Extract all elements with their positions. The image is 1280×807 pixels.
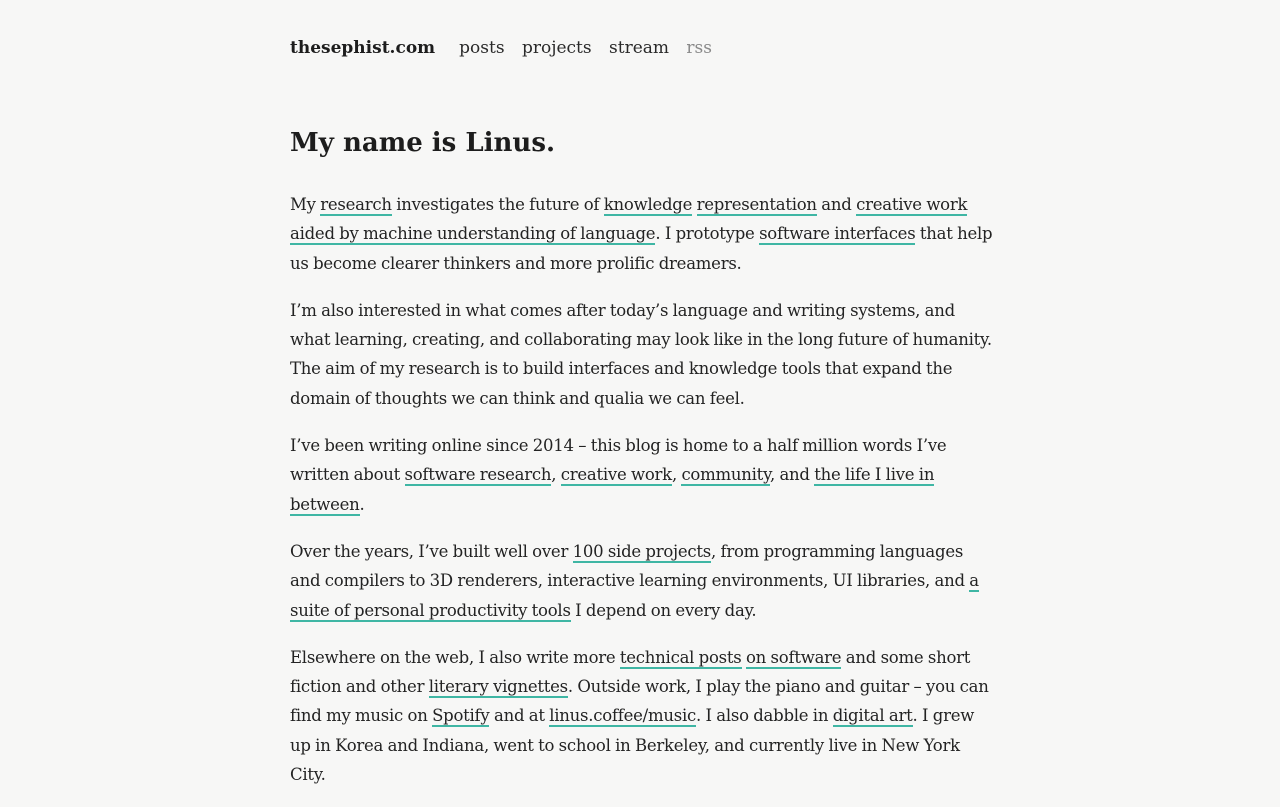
nav-link-stream[interactable]: stream [609, 38, 670, 58]
text-span [692, 195, 697, 214]
text-span: . Outside work, I play the piano and guitar – you can find my music on [290, 677, 989, 726]
text-span: My [290, 195, 321, 214]
link-digital-art[interactable]: digital art [832, 706, 913, 726]
link-research[interactable]: research [320, 195, 392, 214]
link-life-in-between[interactable]: the life I live in between [290, 465, 935, 514]
text-span: Elsewhere on the web, I also write more [290, 647, 620, 667]
link-software-research[interactable]: software research [404, 465, 552, 485]
link-creative-work-language[interactable]: creative work aided by machine understanding of language [290, 195, 968, 244]
text-span: , [551, 465, 561, 485]
text-span: , from programming languages and compilers to 3D renderers, interactive learning environments, UI libraries, and [290, 541, 970, 591]
text-span: and at [489, 706, 550, 726]
main-content [290, 190, 994, 807]
link-literary-vignettes[interactable]: literary vignettes [428, 677, 568, 697]
text-span: and some short fiction and other [290, 647, 971, 697]
text-span: I’ve been writing online since 2014 – this blog is home to a half million words I’ve written about [290, 436, 947, 485]
nav-link-posts[interactable]: posts [459, 38, 505, 58]
site-header [290, 38, 712, 58]
link-representation[interactable]: representation [696, 195, 817, 214]
site-name-link[interactable]: thesephist.com [290, 38, 436, 58]
link-software-interfaces[interactable]: software interfaces [759, 224, 916, 244]
text-span: investigates the future of [391, 195, 604, 214]
text-span: , and [769, 465, 815, 485]
link-knowledge[interactable]: knowledge [603, 195, 693, 214]
link-technical-posts[interactable]: technical posts [619, 647, 742, 667]
link-on-software[interactable]: on software [746, 647, 842, 667]
paragraph-writing [290, 431, 994, 519]
link-creative-work[interactable]: creative work [560, 465, 672, 485]
link-productivity-tools[interactable]: a suite of personal productivity tools [290, 571, 979, 620]
link-spotify[interactable]: Spotify [432, 706, 490, 726]
paragraph-elsewhere [290, 643, 994, 789]
link-community[interactable]: community [681, 465, 770, 485]
nav-link-projects[interactable]: projects [521, 38, 592, 58]
paragraph-projects [290, 537, 994, 625]
text-span: I depend on every day. [570, 600, 757, 620]
link-linus-coffee-music[interactable]: linus.coffee/music [549, 706, 696, 726]
page-title: My name is Linus. [290, 128, 556, 158]
paragraph-interests: I’m also interested in what comes after today’s language and writing systems, and what learning, creating, and collaborating may look like in the long future of humanity. The aim of my research is to build interfaces and knowledge tools that expand the domain of thoughts we can think and qualia we can feel. [290, 300, 992, 408]
paragraph-research [290, 190, 994, 278]
text-span: . I also dabble in [695, 706, 833, 726]
link-side-projects[interactable]: 100 side projects [572, 541, 712, 561]
text-span: . [359, 494, 365, 514]
main-nav [459, 38, 712, 58]
nav-link-rss[interactable]: rss [686, 38, 712, 58]
text-span: , [671, 465, 682, 485]
text-span: . I grew up in Korea and Indiana, went to school in Berkeley, and currently live in New York City. [290, 706, 975, 785]
text-span: . I prototype [655, 224, 760, 244]
text-span: Over the years, I’ve built well over [290, 541, 573, 561]
text-span: that help us become clearer thinkers and more prolific dreamers. [290, 224, 993, 273]
text-span: and [816, 195, 857, 214]
